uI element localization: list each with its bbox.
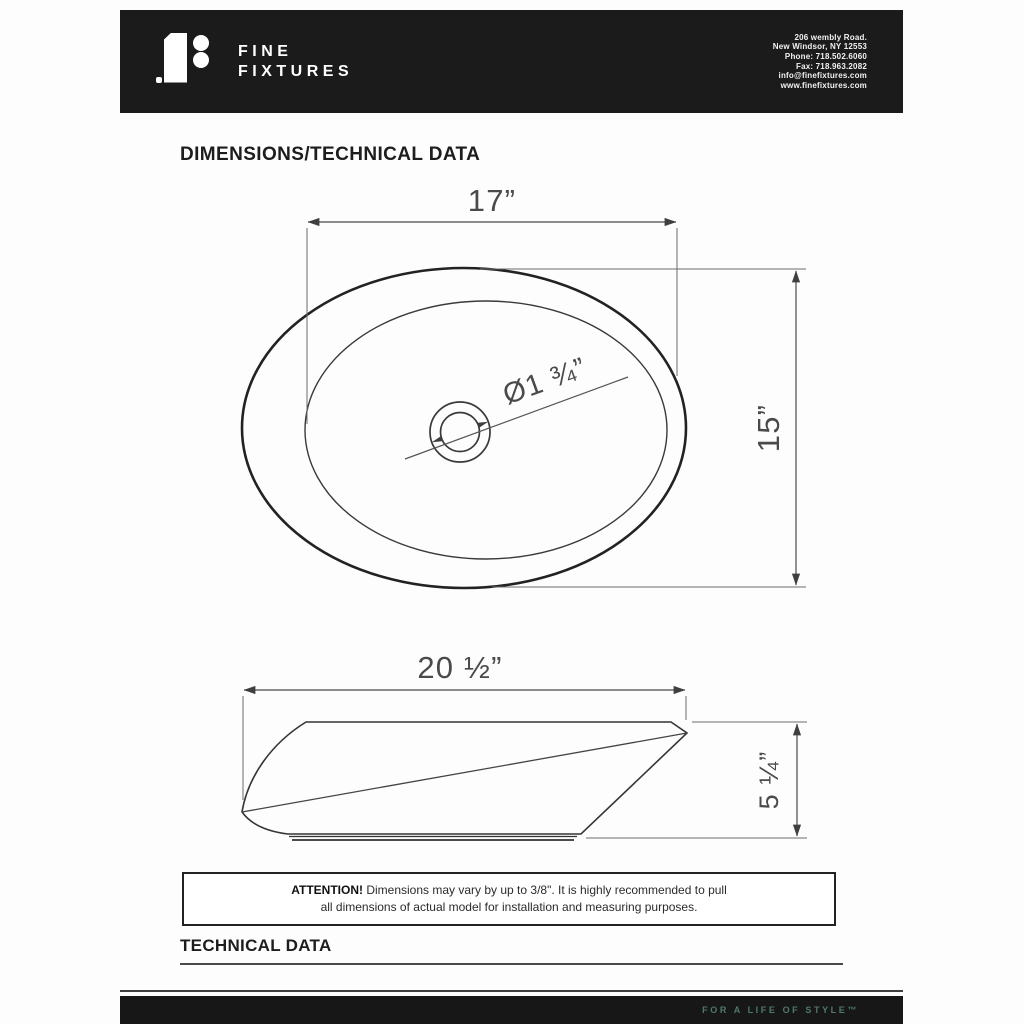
sink-outer-rim	[242, 268, 686, 588]
brand-line2: FIXTURES	[238, 62, 354, 80]
dimension-top-depth	[480, 269, 806, 587]
attention-label: ATTENTION!	[291, 883, 363, 897]
side-height-label: 5 ¼”	[754, 750, 784, 810]
contact-phone: Phone: 718.502.6060	[784, 51, 867, 61]
dimension-side-width	[243, 650, 686, 800]
sink-inner-basin	[305, 301, 667, 559]
footer-divider	[120, 990, 903, 992]
sink-top-view	[242, 268, 686, 588]
top-depth-label: 15”	[751, 403, 786, 453]
side-width-label: 20 ½”	[417, 650, 503, 685]
contact-address-line1: 206 wembly Road.	[794, 32, 867, 42]
footer-bar	[120, 996, 903, 1024]
contact-email: info@finefixtures.com	[778, 71, 867, 81]
brand-line1: FINE	[238, 42, 293, 60]
attention-line2: all dimensions of actual model for installation and measuring purposes.	[320, 900, 698, 914]
drain-dimension-label: Ø1 ¾”	[498, 351, 592, 412]
contact-address-line2: New Windsor, NY 12553	[772, 42, 867, 52]
footer-tagline: FOR A LIFE OF STYLE™	[702, 1005, 859, 1015]
dimension-top-width	[307, 183, 677, 424]
attention-text	[291, 882, 727, 916]
attention-notice-box	[182, 872, 836, 926]
attention-line1: Dimensions may vary by up to 3/8". It is highly recommended to pull	[363, 883, 727, 897]
top-width-label: 17”	[467, 183, 517, 218]
page-title: DIMENSIONS/TECHNICAL DATA	[180, 144, 481, 165]
sink-side-view	[242, 722, 687, 840]
side-profile-outline	[242, 722, 687, 834]
technical-data-title: TECHNICAL DATA	[180, 936, 332, 955]
contact-fax: Fax: 718.963.2082	[795, 61, 867, 71]
dimension-side-height	[586, 722, 807, 838]
drain-arrow-right	[478, 422, 488, 428]
drain-arrow-left	[432, 437, 442, 443]
drain-outer-circle	[430, 402, 490, 462]
technical-data-divider	[180, 963, 843, 965]
side-profile-crease	[242, 733, 687, 812]
contact-website: www.finefixtures.com	[780, 80, 867, 90]
drain-inner-circle	[441, 413, 480, 452]
